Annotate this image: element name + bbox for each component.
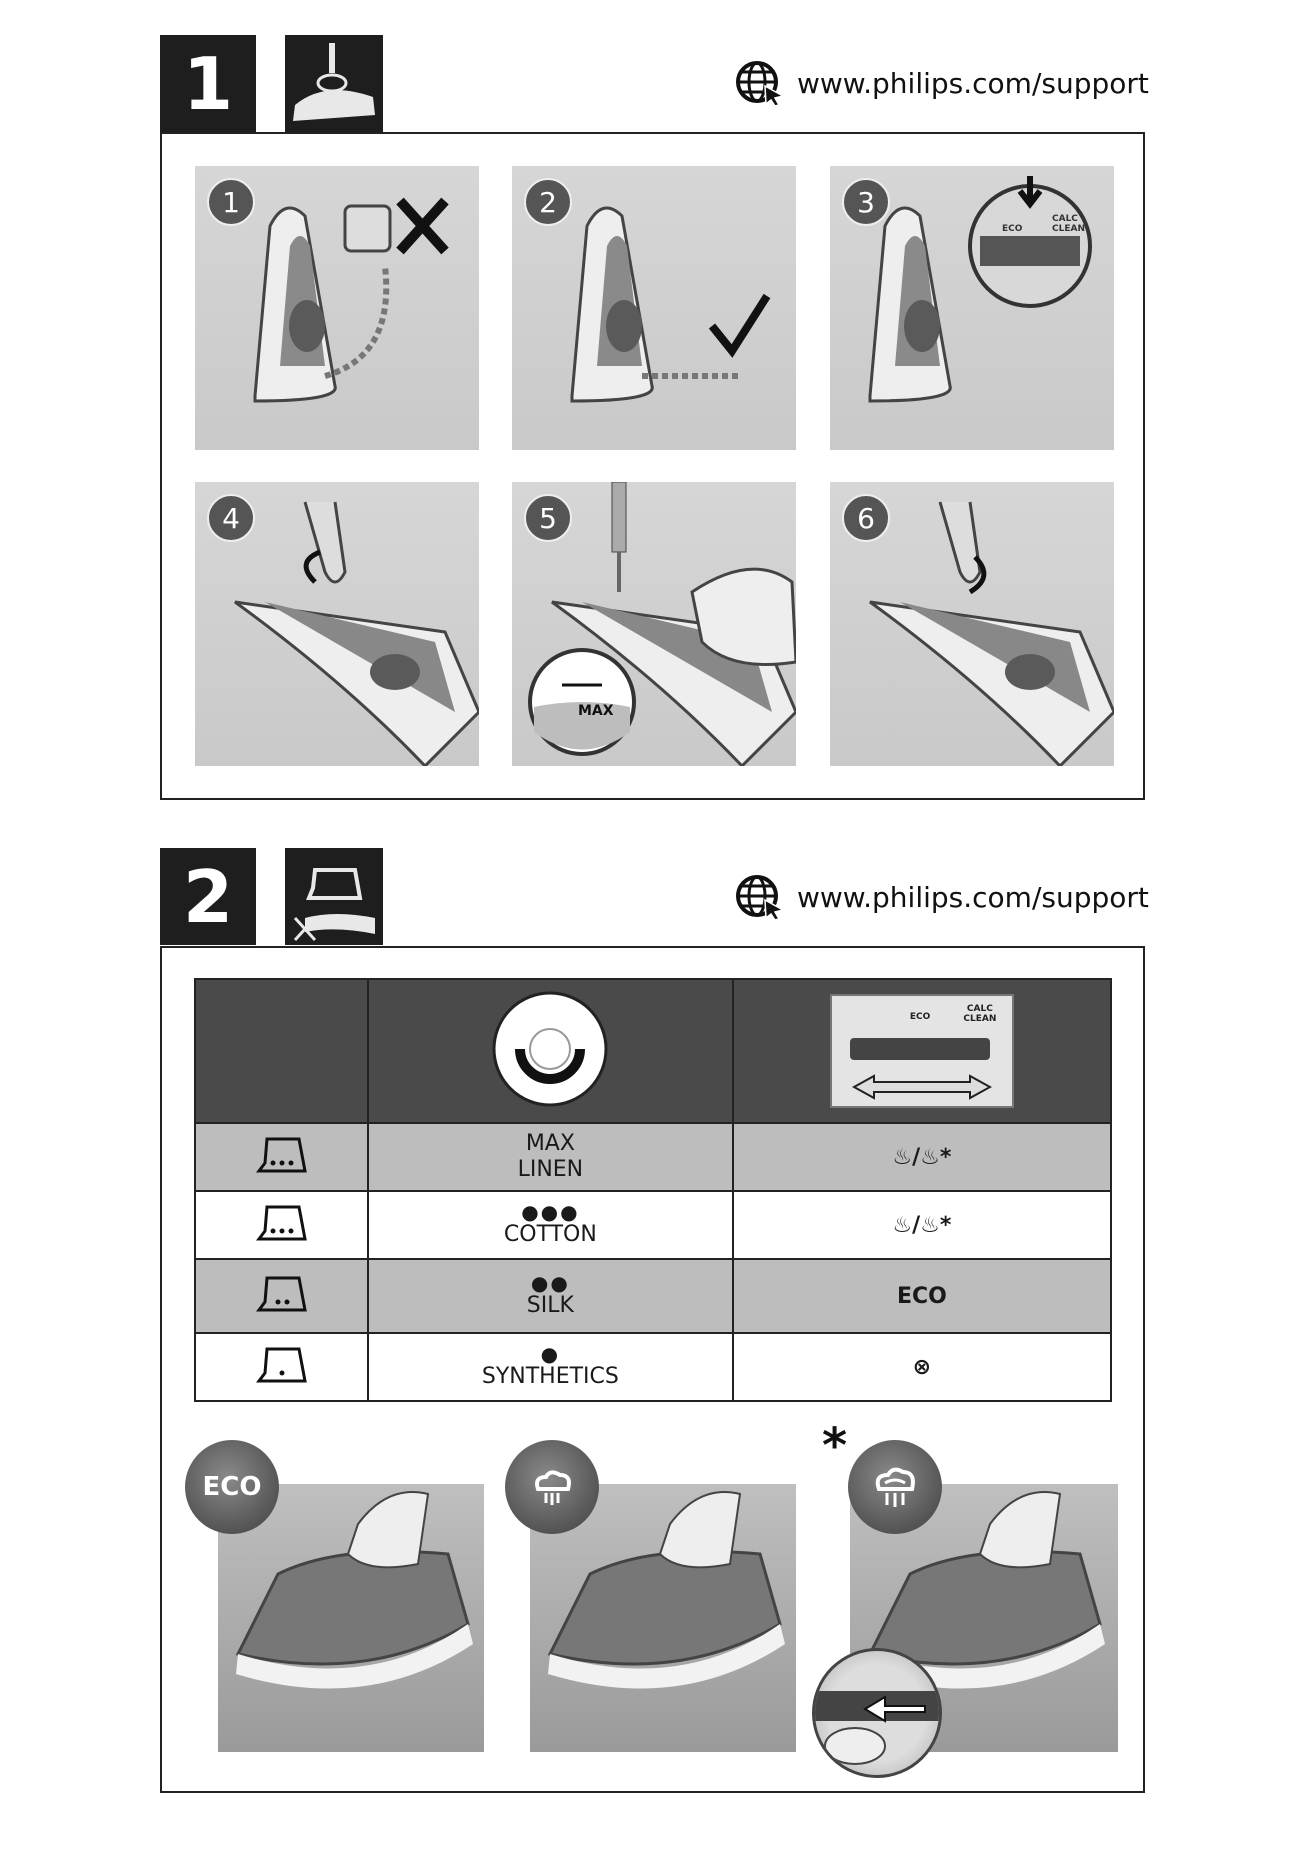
step-badge: 3 (842, 178, 890, 226)
step-badge: 6 (842, 494, 890, 542)
steam-cell-synthetics: ⊗ (733, 1333, 1111, 1401)
step-panel-3 (830, 166, 1114, 450)
step-badge: 2 (524, 178, 572, 226)
ironing-settings-table (194, 978, 1112, 1402)
eco-label: ECO (1002, 224, 1023, 234)
temp-cell-synthetics: ● SYNTHETICS (368, 1333, 733, 1401)
temp-cell-cotton: ●●● COTTON (368, 1191, 733, 1259)
max-label: MAX (578, 703, 614, 719)
double-arrow-icon (852, 1074, 992, 1100)
support-url[interactable] (735, 60, 1149, 106)
water-fill-icon (285, 35, 383, 132)
steam-slider-icon (830, 994, 1014, 1108)
step-panel-6 (830, 482, 1114, 766)
temperature-dial-cell (368, 979, 733, 1123)
header-empty-cell (195, 979, 368, 1123)
step-panel-4 (195, 482, 479, 766)
iron-1dot-icon (195, 1333, 368, 1401)
iron-3dot-icon (195, 1123, 368, 1191)
step-badge: 1 (207, 178, 255, 226)
step-panel-2 (512, 166, 796, 450)
steam-cell-cotton: ♨/♨* (733, 1191, 1111, 1259)
globe-icon (735, 60, 785, 106)
step-badge: 4 (207, 494, 255, 542)
temp-cell-linen: MAX LINEN (368, 1123, 733, 1191)
slider-eco-label: ECO (909, 1012, 931, 1022)
slider-calc-clean-label: CALC CLEAN (963, 1004, 997, 1024)
section-number-1 (160, 35, 256, 132)
section-number-2 (160, 848, 256, 945)
max-steam-icon (848, 1440, 942, 1534)
step-panel-1 (195, 166, 479, 450)
globe-icon (735, 874, 785, 920)
section-number-text: 1 (182, 41, 234, 126)
section-number-text: 2 (182, 854, 234, 939)
temperature-dial-icon (490, 989, 610, 1109)
iron-3dot-icon (195, 1191, 368, 1259)
support-url[interactable] (735, 874, 1149, 920)
support-url-text[interactable]: www.philips.com/support (797, 880, 1149, 914)
steam-cell-linen: ♨/♨* (733, 1123, 1111, 1191)
ironing-icon (285, 848, 383, 945)
eco-mode-badge: ECO (185, 1440, 279, 1534)
steam-slider-cell (733, 979, 1111, 1123)
asterisk-note: * (822, 1418, 848, 1474)
slider-detail-callout (812, 1648, 942, 1778)
temp-cell-silk: ●● SILK (368, 1259, 733, 1333)
step-badge: 5 (524, 494, 572, 542)
steam-cell-silk: ECO (733, 1259, 1111, 1333)
steam-icon (505, 1440, 599, 1534)
support-url-text[interactable]: www.philips.com/support (797, 66, 1149, 100)
calc-clean-label: CALC CLEAN (1052, 214, 1085, 234)
step-panel-5 (512, 482, 796, 766)
iron-2dot-icon (195, 1259, 368, 1333)
